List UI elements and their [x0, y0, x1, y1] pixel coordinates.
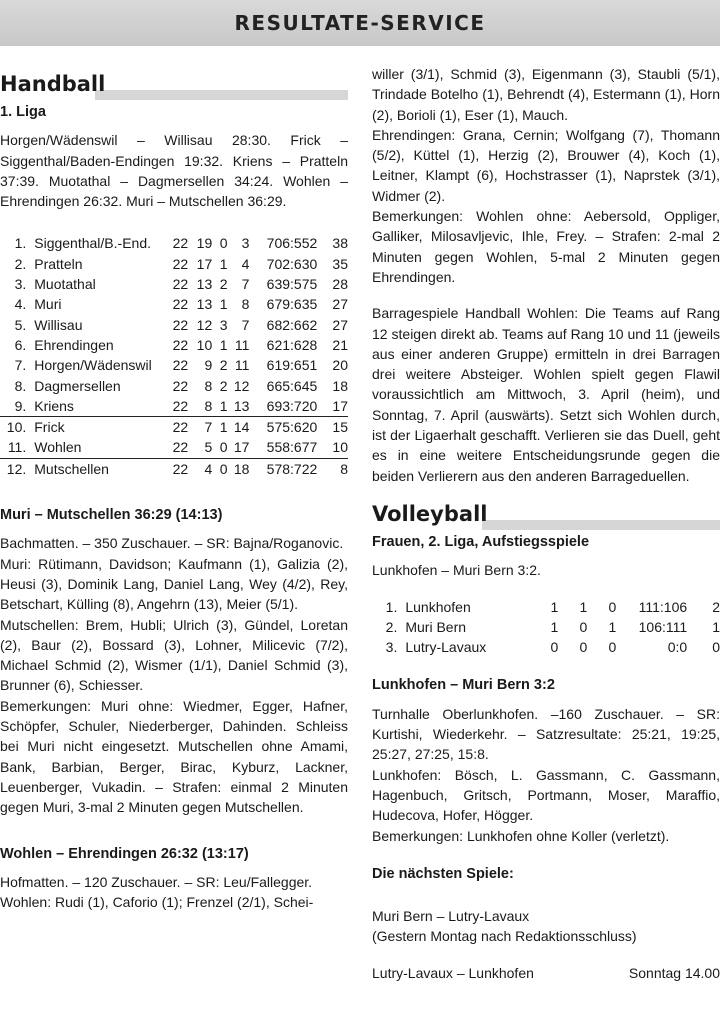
- games-cell: 22: [172, 419, 189, 436]
- draws-cell: 1: [219, 296, 228, 313]
- volleyball-standings-table: [372, 597, 720, 658]
- goals-cell: 558:677: [249, 437, 317, 458]
- goals-cell: 575:620: [266, 419, 318, 436]
- standings-row: [0, 274, 348, 294]
- draws-cell: 0: [219, 235, 228, 252]
- volleyball-league: Frauen, 2. Liga, Aufstiegsspiele: [372, 533, 590, 550]
- rank-cell: 2.: [14, 255, 27, 272]
- points-cell: 18: [332, 377, 348, 394]
- goals-cell: 693:720: [249, 396, 317, 417]
- next-game-2-time: Sonntag 14.00: [628, 964, 720, 981]
- losses-cell: 8: [241, 296, 250, 313]
- points-cell: 35: [332, 255, 348, 272]
- games-cell: 22: [164, 437, 188, 458]
- losses-cell: 1: [608, 618, 617, 635]
- goals-cell: 702:630: [266, 255, 318, 272]
- goals-cell: 682:662: [266, 316, 318, 333]
- rank-cell: 1.: [385, 598, 398, 615]
- standings-row: [372, 617, 720, 637]
- volleyball-match-venue: Turnhalle Oberlunkhofen. –160 Zuschauer. – SR: Kurtishi, Wiederkehr. – Satzresultate: 25:21, 19:25, 25:27, 27:25, 15:8.: [372, 705, 720, 763]
- next-game-1-note: (Gestern Montag nach Redaktionsschluss): [372, 928, 637, 945]
- losses-cell: 11: [234, 336, 250, 353]
- draws-cell: 2: [219, 377, 228, 394]
- wins-cell: 10: [196, 336, 213, 353]
- losses-cell: 7: [241, 316, 250, 333]
- standings-row: [0, 417, 348, 438]
- sets-cell: 106:111: [638, 618, 688, 635]
- team-cell: Lunkhofen: [405, 598, 471, 615]
- masthead-title: RESULTATE-SERVICE: [234, 11, 486, 35]
- masthead: [0, 0, 720, 46]
- wins-cell: 4: [204, 460, 213, 477]
- team-cell: Siggenthal/B.-End.: [34, 235, 151, 252]
- points-cell: 2: [712, 598, 720, 615]
- standings-row: [0, 355, 348, 375]
- goals-cell: 578:722: [266, 460, 318, 477]
- draws-cell: 3: [219, 316, 228, 333]
- rank-cell: 2.: [385, 618, 398, 635]
- losses-cell: 0: [608, 639, 617, 656]
- goals-cell: 679:635: [266, 296, 318, 313]
- games-cell: 22: [172, 316, 189, 333]
- games-cell: 22: [172, 255, 189, 272]
- goals-cell: 621:628: [266, 336, 318, 353]
- wins-cell: 5: [188, 437, 212, 458]
- points-cell: 0: [712, 639, 720, 656]
- rank-cell: 7.: [14, 357, 27, 374]
- volleyball-result: Lunkhofen – Muri Bern 3:2.: [372, 562, 541, 579]
- draws-cell: 0: [212, 437, 227, 458]
- spacer: [0, 211, 348, 233]
- handball-title: Handball: [0, 70, 348, 100]
- draws-cell: 1: [219, 419, 228, 436]
- goals-cell: 706:552: [266, 235, 318, 252]
- standings-row: [0, 396, 348, 417]
- points-cell: 17: [317, 396, 348, 417]
- games-cell: 1: [550, 598, 559, 615]
- match2-home-lineup-cont: willer (3/1), Schmid (3), Eigenmann (3), Staubli (5/1), Trindade Botelho (1), Behrendt (4), Estermann (1), Horn (2), Borioli (1), Eser (1), Mauch.: [372, 66, 720, 123]
- team-cell: Wohlen: [26, 437, 164, 458]
- points-cell: 15: [332, 419, 348, 436]
- draws-cell: 2: [219, 276, 228, 293]
- wins-cell: 1: [579, 598, 588, 615]
- sets-cell: 111:106: [638, 598, 688, 615]
- draws-cell: 1: [212, 396, 227, 417]
- match2-venue: Hofmatten. – 120 Zuschauer. – SR: Leu/Fallegger.: [0, 873, 313, 890]
- wins-cell: 8: [204, 377, 213, 394]
- sets-cell: 0:0: [667, 639, 688, 656]
- rank-cell: 1.: [14, 235, 27, 252]
- games-cell: 0: [550, 639, 559, 656]
- spacer: [372, 581, 720, 597]
- team-cell: Muotathal: [34, 276, 96, 293]
- games-cell: 1: [550, 618, 559, 635]
- rank-cell: 11.: [0, 437, 26, 458]
- team-cell: Muri Bern: [405, 618, 467, 635]
- wins-cell: 19: [196, 235, 213, 252]
- standings-row: [0, 315, 348, 335]
- standings-row: [372, 637, 720, 657]
- points-cell: 27: [332, 316, 348, 333]
- goals-cell: 665:645: [266, 377, 318, 394]
- match1-home-lineup: Muri: Rütimann, Davidson; Kaufmann (1), Galizia (2), Heusi (3), Dominik Lang, Daniel Lang, Wey (4/2), Rey, Betschart, Külling (8), Angehrn (13), Meier (5/1).: [0, 555, 348, 613]
- standings-row: [0, 335, 348, 355]
- next-game-2-teams: Lutry-Lavaux – Lunkhofen: [372, 964, 534, 981]
- team-cell: Muri: [34, 296, 62, 313]
- wins-cell: 0: [579, 639, 588, 656]
- losses-cell: 7: [241, 276, 250, 293]
- right-column: [372, 64, 720, 983]
- points-cell: 21: [332, 336, 348, 353]
- games-cell: 22: [172, 336, 189, 353]
- points-cell: 20: [332, 357, 348, 374]
- spacer: [372, 892, 720, 906]
- rank-cell: 5.: [14, 316, 27, 333]
- wins-cell: 9: [204, 357, 213, 374]
- rank-cell: 8.: [14, 377, 27, 394]
- wins-cell: 7: [204, 419, 213, 436]
- match1-venue: Bachmatten. – 350 Zuschauer. – SR: Bajna/Roganovic.: [0, 535, 344, 552]
- rank-cell: 9.: [0, 396, 26, 417]
- rank-cell: 12.: [6, 460, 27, 477]
- draws-cell: 0: [219, 460, 228, 477]
- handball-standings-table: [0, 233, 348, 479]
- points-cell: 38: [332, 235, 348, 252]
- volleyball-match-lineup: Lunkhofen: Bösch, L. Gassmann, C. Gassmann, Hagenbuch, Gritsch, Portmann, Moser, Maraffio, Hudecova, Hofer, Högger.: [372, 766, 720, 824]
- match1-notes: Bemerkungen: Muri ohne: Wiedmer, Egger, Hafner, Schöpfer, Schuler, Niederberger, Dahinden. Schleiss bei Muri nicht eingesetzt. Mutschellen ohne Amami, Bank, Barbian, Berger, Birac, Kyburz, Lackner, Leuenberger, Vukadin. – Strafen: einmal 2 Minuten gegen Muri, 3-mal 2 Minuten gegen Mutschellen.: [0, 697, 348, 816]
- handball-league: 1. Liga: [0, 104, 46, 120]
- team-cell: Willisau: [34, 316, 83, 333]
- volleyball-title: Volleyball: [372, 500, 720, 530]
- games-cell: 22: [172, 276, 189, 293]
- losses-cell: 12: [233, 377, 250, 394]
- left-column: [0, 60, 348, 912]
- standings-row: [0, 458, 348, 479]
- team-cell: Dagmersellen: [34, 377, 121, 394]
- volleyball-match-title: Lunkhofen – Muri Bern 3:2: [372, 677, 555, 694]
- wins-cell: 17: [196, 255, 213, 272]
- losses-cell: 13: [228, 396, 250, 417]
- points-cell: 1: [712, 618, 720, 635]
- losses-cell: 3: [241, 235, 250, 252]
- rank-cell: 6.: [14, 336, 27, 353]
- losses-cell: 0: [608, 598, 617, 615]
- next-game-2: [372, 963, 720, 983]
- standings-row: [0, 254, 348, 274]
- games-cell: 22: [172, 235, 189, 252]
- rank-cell: 3.: [385, 639, 398, 656]
- goals-cell: 639:575: [266, 276, 318, 293]
- points-cell: 27: [332, 296, 348, 313]
- standings-row: [0, 437, 348, 458]
- wins-cell: 13: [196, 296, 213, 313]
- games-cell: 22: [172, 460, 189, 477]
- draws-cell: 2: [219, 357, 228, 374]
- losses-cell: 14: [233, 419, 250, 436]
- team-cell: Pratteln: [34, 255, 83, 272]
- points-cell: 10: [317, 437, 348, 458]
- handball-results: Horgen/Wädenswil – Willisau 28:30. Frick – Siggenthal/Baden-Endingen 19:32. Kriens – Pratteln 37:39. Muotathal – Dagmersellen 34:24. Wohlen – Ehrendingen 26:32. Muri – Mutschellen 36:29.: [0, 132, 348, 210]
- team-cell: Lutry-Lavaux: [405, 639, 487, 656]
- next-game-1: Muri Bern – Lutry-Lavaux: [372, 908, 530, 925]
- points-cell: 8: [340, 460, 348, 477]
- team-cell: Mutschellen: [34, 460, 109, 477]
- spacer: [372, 947, 720, 963]
- standings-row: [0, 294, 348, 314]
- team-cell: Ehrendingen: [34, 336, 114, 353]
- draws-cell: 1: [219, 255, 228, 272]
- games-cell: 22: [164, 396, 188, 417]
- losses-cell: 4: [241, 255, 250, 272]
- games-cell: 22: [172, 377, 189, 394]
- points-cell: 28: [332, 276, 348, 293]
- wins-cell: 13: [196, 276, 213, 293]
- team-cell: Horgen/Wädenswil: [34, 357, 152, 374]
- wins-cell: 12: [196, 316, 213, 333]
- wins-cell: 0: [579, 618, 588, 635]
- rank-cell: 4.: [14, 296, 27, 313]
- match1-title: Muri – Mutschellen 36:29 (14:13): [0, 507, 223, 524]
- next-games-title: Die nächsten Spiele:: [372, 865, 514, 882]
- losses-cell: 17: [228, 437, 250, 458]
- match2-notes: Bemerkungen: Wohlen ohne: Aebersold, Oppliger, Galliker, Milosavljevic, Ihle, Frey. – Strafen: 2-mal 2 Minuten gegen Wohlen, 5-mal 2 Minuten gegen Ehrendingen.: [372, 208, 720, 285]
- volleyball-match-notes: Bemerkungen: Lunkhofen ohne Koller (verletzt).: [372, 827, 670, 844]
- wins-cell: 8: [188, 396, 212, 417]
- match2-title: Wohlen – Ehrendingen 26:32 (13:17): [0, 845, 249, 862]
- match2-away-lineup: Ehrendingen: Grana, Cernin; Wolfgang (7), Thomann (5/2), Küttel (1), Herzig (2), Brouwer (4), Koch (1), Leitner, Klampt (6), Hochstrasser (1), Naprstek (3/1), Widmer (2).: [372, 126, 720, 204]
- team-cell: Kriens: [26, 396, 164, 417]
- rank-cell: 3.: [14, 276, 27, 293]
- goals-cell: 619:651: [266, 357, 318, 374]
- match2-home-lineup-start: Wohlen: Rudi (1), Caforio (1); Frenzel (2/1), Schei-: [0, 894, 314, 911]
- draws-cell: 1: [219, 336, 228, 353]
- standings-row: [0, 233, 348, 253]
- standings-row: [372, 597, 720, 617]
- barrage-info: Barragespiele Handball Wohlen: Die Teams auf Rang 12 steigen direkt ab. Teams auf Rang 10 und 11 (jeweils aus einer anderen Gruppe) ermitteln in drei Barragen drei weitere Absteiger. Wohlen spielt gegen Flawil voraussichtlich am Mittwoch, 3. April (heim), und Sonntag, 7. April (auswärts). Setzt sich Wohlen durch, ist der Ligaerhalt geschafft. Verlieren sie das Duell, geht es in eine weitere Entscheidungsrunde gegen die beiden Verlierern aus den anderen Barrageduellen.: [372, 305, 720, 484]
- rank-cell: 10.: [6, 419, 27, 436]
- games-cell: 22: [172, 357, 189, 374]
- games-cell: 22: [172, 296, 189, 313]
- match1-away-lineup: Mutschellen: Brem, Hubli; Ulrich (3), Gündel, Loretan (2), Baur (2), Bossard (3), Lohner, Milicevic (7/2), Michael Schmid (2), Wismer (1/1), Daniel Schmid (3), Brunner (6), Schiesser.: [0, 616, 348, 694]
- standings-row: [0, 376, 348, 396]
- team-cell: Frick: [34, 419, 65, 436]
- losses-cell: 11: [234, 357, 250, 374]
- losses-cell: 18: [233, 460, 250, 477]
